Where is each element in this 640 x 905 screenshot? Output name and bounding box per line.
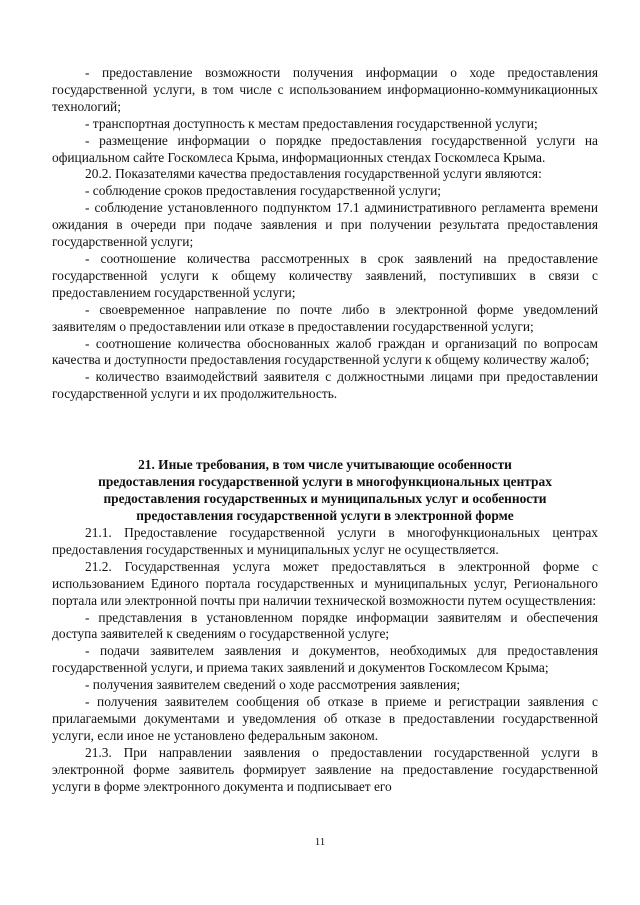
paragraph: 21.3. При направлении заявления о предоставлении государственной услуги в электронной форме заявитель формирует заявление на предоставление государственной услуги в форме электронного документа и подписывает его — [52, 744, 598, 794]
section-21-heading — [52, 457, 598, 525]
body-section-21 — [52, 525, 598, 796]
paragraph: 20.2. Показателями качества предоставления государственной услуги являются: — [85, 166, 542, 182]
paragraph: - соблюдение установленного подпунктом 17.1 административного регламента времени ожидания в очереди при подаче заявления и при получении результата предоставления государственной услуги; — [52, 200, 598, 250]
paragraph: - получения заявителем сообщения об отказе в приеме и регистрации заявления с прилагаемыми документами и уведомления об отказе в предоставлении государственной услуги, если иное не установлено федеральным законом. — [52, 694, 598, 743]
paragraph: - своевременное направление по почте либо в электронной форме уведомлений заявителям о предоставлении или отказе в предоставлении государственной услуги; — [52, 301, 598, 334]
paragraph: - получения заявителем сведений о ходе рассмотрения заявления; — [85, 677, 461, 693]
heading-line: предоставления государственной услуги в многофункциональных центрах — [98, 473, 552, 489]
heading-line: 21. Иные требования, в том числе учитывающие особенности — [138, 457, 512, 472]
paragraph: - соотношение количества рассмотренных в срок заявлений на предоставление государственной услуги к общему количеству заявлений, поступивших в связи с предоставлением государственной услуги; — [52, 250, 598, 300]
paragraph: - представления в установленном порядке информации заявителям и обеспечения доступа заявителей к сведениям о государственной услуге; — [52, 609, 598, 642]
paragraph: - предоставление возможности получения информации о ходе предоставления государственной услуги, в том числе с использованием информационно-коммуникационных технологий; — [52, 65, 598, 114]
paragraph: 21.1. Предоставление государственной услуги в многофункциональных центрах предоставления государственных и муниципальных услуг не осуществляется. — [52, 525, 598, 557]
paragraph: - соотношение количества обоснованных жалоб граждан и организаций по вопросам качества и доступности предоставления государственной услуги к общему количеству жалоб; — [52, 335, 598, 368]
paragraph: 21.2. Государственная услуга может предоставляться в электронной форме с использованием Единого портала государственных и муниципальных услуг, Регионального портала или электронной почты при наличии технической возможности путем осуществления: — [52, 558, 598, 608]
paragraph: - подачи заявителем заявления и документов, необходимых для предоставления государственной услуги, и приема таких заявлений и документов Госкомлесом Крыма; — [52, 643, 598, 676]
body-section-20 — [52, 65, 598, 403]
paragraph: - транспортная доступность к местам предоставления государственной услуги; — [85, 115, 538, 131]
page-number: 11 — [314, 836, 326, 848]
heading-line: предоставления государственной услуги в электронной форме — [136, 507, 514, 523]
heading-line: предоставления государственных и муниципальных услуг и особенности — [103, 490, 547, 506]
paragraph: - количество взаимодействий заявителя с должностными лицами при предоставлении государственной услуги и их продолжительность. — [52, 369, 598, 402]
paragraph: - размещение информации о порядке предоставления государственной услуги на официальном сайте Госкомлеса Крыма, информационных стендах Госкомлеса Крыма. — [52, 132, 598, 165]
paragraph: - соблюдение сроков предоставления государственной услуги; — [85, 183, 441, 199]
